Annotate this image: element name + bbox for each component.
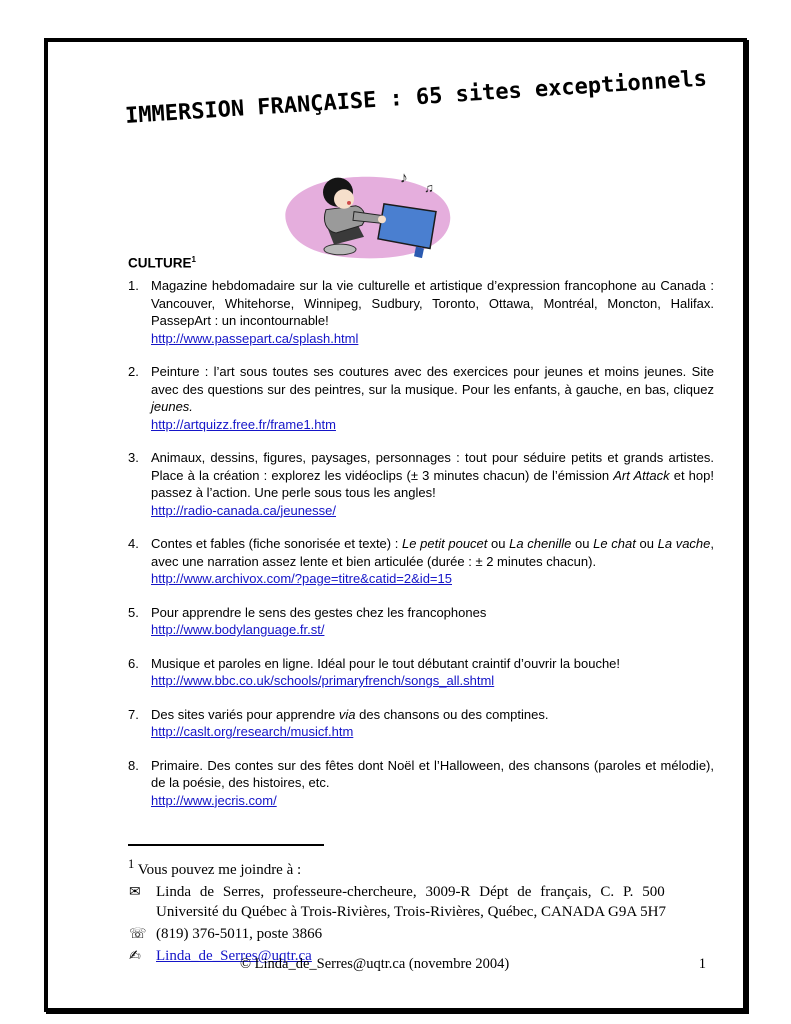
item-text-segment: Contes et fables (fiche sonorisée et texte) : (151, 536, 403, 551)
item-link[interactable]: http://www.passepart.ca/splash.html (151, 330, 359, 346)
section-heading-text: CULTURE (128, 255, 192, 271)
item-number: 4. (128, 536, 139, 551)
list-item (128, 757, 714, 810)
item-number: 8. (128, 757, 139, 773)
footnote-phone (128, 924, 718, 944)
item-text-segment: Magazine hebdomadaire sur la vie culturelle et artistique d’expression francophone au Canada : Vancouver, Whitehorse, Winnipeg, Sudbury, Toronto, Ottawa, Montréal, Moncton, Halifax. PassepArt : un incontournable! (151, 278, 714, 328)
item-text-segment: ou (635, 536, 658, 551)
phone-number: (819) 376-5011, poste 3866 (156, 926, 323, 942)
item-text-segment: Musique et paroles en ligne. Idéal pour le tout débutant craintif d’ouvrir la bouche! (151, 655, 621, 671)
section-footnote-ref: 1 (191, 255, 196, 264)
footnote-address (128, 882, 718, 922)
item-link[interactable]: http://www.archivox.com/?page=titre&catid=2&id=15 (151, 571, 452, 586)
list-item (128, 535, 714, 588)
boy-hand (378, 216, 386, 224)
item-number: 3. (128, 450, 139, 465)
list-item (128, 655, 714, 690)
item-text-segment: Primaire. Des contes sur des fêtes dont Noël et l’Halloween, des chansons (paroles et mélodie), de la poésie, des histoires, etc. (151, 757, 714, 790)
item-link[interactable]: http://www.bbc.co.uk/schools/primaryfrench/songs_all.shtml (151, 673, 495, 688)
phone-icon: ☏ (129, 926, 147, 942)
item-text-segment: La chenille (509, 536, 572, 551)
cartoon-illustration (268, 167, 466, 264)
list-item (128, 363, 714, 433)
item-text-segment: ou (487, 536, 510, 551)
item-text (151, 536, 714, 569)
item-number: 5. (128, 604, 139, 620)
item-text (151, 364, 714, 414)
email-link[interactable]: Linda_de_Serres@uqtr.ca (156, 948, 312, 964)
item-number: 6. (128, 655, 139, 671)
item-text-segment: ou (571, 536, 594, 551)
page-footer (128, 956, 714, 973)
page-number: 1 (698, 956, 706, 972)
list-item (128, 706, 714, 741)
item-text (151, 707, 548, 722)
address-line-1: Linda de Serres, professeure-chercheure, 3009-R Dépt de français, C. P. 500 (156, 884, 665, 900)
site-list (128, 277, 714, 825)
footnote-separator (128, 844, 324, 846)
item-text-segment: Peinture : l’art sous toutes ses coutures avec des exercices pour jeunes et moins jeunes. Site avec des questions sur des peintres, sur la musique. Pour les enfants, à gauche, en bas, cliquez (151, 364, 714, 397)
item-text-segment: Pour apprendre le sens des gestes chez les francophones (151, 604, 487, 620)
footnote-marker: 1 (128, 857, 135, 871)
footnote-intro-text: Vous pouvez me joindre à : (134, 862, 302, 878)
document-title: IMMERSION FRANÇAISE : 65 sites exceptionnels (124, 66, 708, 129)
footnote (128, 852, 718, 966)
boy-cheek (347, 201, 351, 205)
item-text-segment: des chansons ou des comptines. (355, 706, 549, 722)
item-text (151, 656, 620, 671)
copyright-text: © Linda_de_Serres@uqtr.ca (novembre 2004) (240, 956, 510, 972)
item-link[interactable]: http://caslt.org/research/musicf.htm (151, 724, 354, 739)
item-link[interactable]: http://www.jecris.com/ (151, 792, 277, 808)
item-number: 2. (128, 364, 139, 379)
item-text-segment: La vache (657, 536, 711, 551)
item-text (151, 758, 714, 791)
item-text (151, 450, 714, 500)
item-link[interactable]: http://www.bodylanguage.fr.st/ (151, 622, 325, 637)
item-text-segment: Le petit poucet (402, 536, 488, 551)
footnote-intro (128, 854, 718, 880)
music-note-2-icon: ♫ (424, 180, 434, 196)
section-heading (128, 255, 196, 271)
item-text-segment: via (338, 706, 356, 722)
item-text (151, 278, 714, 328)
item-link[interactable]: http://radio-canada.ca/jeunesse/ (151, 502, 337, 518)
address-line-2: Université du Québec à Trois-Rivières, Trois-Rivières, Québec, CANADA G9A 5H7 (156, 904, 666, 920)
item-text-segment: Des sites variés pour apprendre (151, 706, 339, 722)
item-text-segment: jeunes. (151, 399, 193, 414)
list-item (128, 449, 714, 519)
item-number: 1. (128, 278, 139, 293)
list-item (128, 604, 714, 639)
item-text-segment: Animaux, dessins, figures, paysages, personnages : tout pour séduire petits et grands artistes. Place à la création : explorez les vidéoclips (± 3 minutes chacun) de l’émission (151, 450, 714, 483)
item-text-segment: Le chat (593, 536, 636, 551)
music-note-1-icon: ♪ (400, 169, 408, 187)
item-text-segment: Art Attack (613, 467, 670, 483)
item-text-segment: et hop! passez à l’action. Une perle sous tous les angles! (151, 467, 714, 500)
list-item (128, 277, 714, 347)
boy-face (334, 189, 354, 208)
stool (324, 244, 356, 255)
item-number: 7. (128, 706, 139, 722)
writing-hand-icon: ✍ (129, 948, 141, 964)
item-text (151, 605, 486, 620)
item-link[interactable]: http://artquizz.free.fr/frame1.htm (151, 416, 336, 432)
mail-icon: ✉ (129, 884, 141, 900)
item-text-segment: , avec une narration assez lente et bien articulée (durée : ± 2 minutes chacun). (151, 536, 715, 569)
